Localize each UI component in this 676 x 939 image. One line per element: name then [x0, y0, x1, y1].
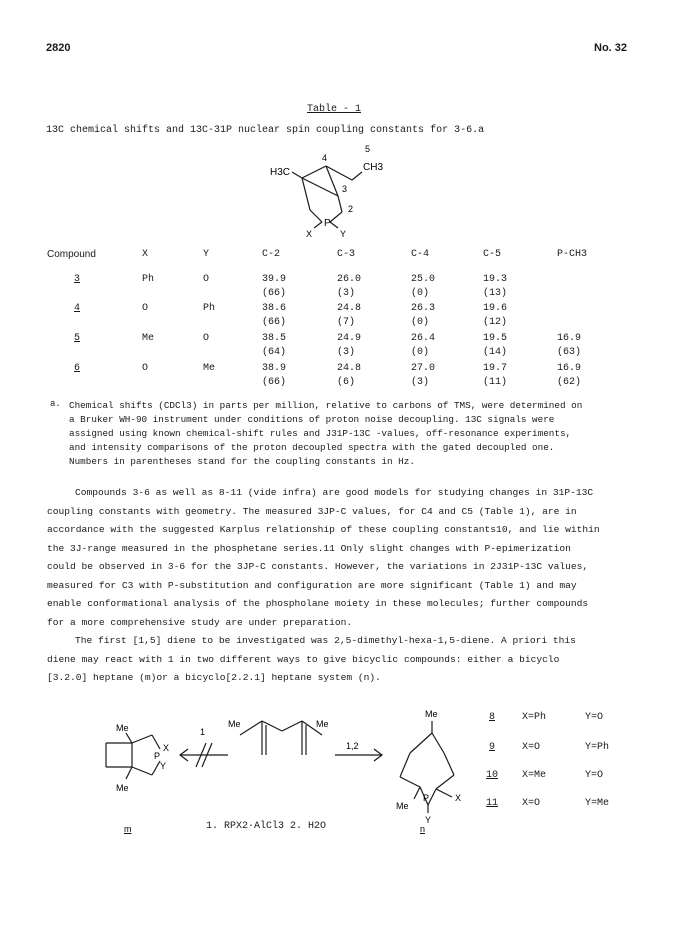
col-header-c4: C-4 — [411, 249, 430, 260]
compound-number: 9 — [489, 742, 496, 753]
y-value: O — [203, 333, 210, 344]
footnote-line: Numbers in parentheses stand for the coupling constants in Hz. — [69, 456, 415, 467]
phospholane-structure — [260, 140, 400, 240]
position-5-label: 5 — [365, 144, 371, 154]
h3c-label: H3C — [270, 167, 291, 178]
c4-coupling: (0) — [411, 288, 430, 299]
c2-shift: 38.5 — [262, 333, 287, 344]
col-header-y: Y — [203, 249, 210, 260]
x-value: X=O — [522, 798, 541, 809]
me-label: Me — [116, 783, 129, 793]
col-header-pch3: P-CH3 — [557, 249, 588, 260]
x-value: O — [142, 363, 149, 374]
pch3-shift: 16.9 — [557, 363, 582, 374]
c3-coupling: (3) — [337, 288, 356, 299]
body-line: enable conformational analysis of the phospholane moiety in these molecules; further compounds — [47, 598, 589, 609]
col-header-c3: C-3 — [337, 249, 356, 260]
c4-coupling: (0) — [411, 317, 430, 328]
x-label: X — [163, 743, 170, 753]
c3-shift: 26.0 — [337, 274, 362, 285]
body-line: could be observed in 3-6 for the 3JP-C constants. However, the variations in 2J31P-13C values, — [47, 561, 589, 572]
c2-shift: 39.9 — [262, 274, 287, 285]
x-value: X=O — [522, 742, 541, 753]
c4-shift: 26.3 — [411, 303, 436, 314]
position-3-label: 3 — [342, 184, 348, 194]
c2-shift: 38.6 — [262, 303, 287, 314]
c5-shift: 19.7 — [483, 363, 508, 374]
c5-coupling: (11) — [483, 377, 508, 388]
me-label: Me — [316, 719, 329, 729]
y-value: Ph — [203, 303, 216, 314]
me-label: Me — [425, 709, 438, 719]
compound-n-label: n — [420, 824, 426, 834]
c3-shift: 24.9 — [337, 333, 362, 344]
journal-issue: No. 32 — [594, 42, 628, 54]
compound-number: 11 — [486, 798, 499, 809]
x-substituent-label: X — [306, 229, 313, 239]
arrow-reagent-label: 1,2 — [346, 741, 359, 751]
x-label: X — [455, 793, 462, 803]
me-label: Me — [116, 723, 129, 733]
c2-coupling: (66) — [262, 317, 287, 328]
compound-m-label: m — [124, 824, 132, 834]
col-header-c2: C-2 — [262, 249, 281, 260]
compound-number: 3 — [74, 274, 81, 285]
position-2-label: 2 — [348, 204, 354, 214]
x-value: X=Ph — [522, 712, 547, 723]
p-atom-label: P — [423, 793, 430, 803]
c3-shift: 24.8 — [337, 363, 362, 374]
c2-shift: 38.9 — [262, 363, 287, 374]
pch3-coupling: (62) — [557, 377, 582, 388]
y-label: Y — [425, 815, 432, 825]
c2-coupling: (64) — [262, 347, 287, 358]
y-value: O — [203, 274, 210, 285]
c5-coupling: (12) — [483, 317, 508, 328]
me-label: Me — [228, 719, 241, 729]
col-header-x: X — [142, 249, 149, 260]
position-4-label: 4 — [322, 153, 328, 163]
p-atom-label: P — [324, 218, 331, 229]
body-line: accordance with the suggested Karplus relationship of these coupling constants10, and lie within — [47, 524, 600, 535]
y-value: Me — [203, 363, 216, 374]
y-value: Y=Ph — [585, 742, 610, 753]
footnote-line: and intensity comparisons of the proton decoupled spectra with the gated decoupled one. — [69, 442, 555, 453]
p-atom-label: P — [154, 751, 161, 761]
body-line: Compounds 3-6 as well as 8-11 (vide infra) are good models for studying changes in 31P-13C — [75, 487, 594, 498]
col-header-compound: Compound — [47, 249, 96, 260]
c4-coupling: (3) — [411, 377, 430, 388]
y-substituent-label: Y — [340, 229, 347, 239]
body-line: The first [1,5] diene to be investigated was 2,5-dimethyl-hexa-1,5-diene. A priori this — [75, 635, 576, 646]
pch3-coupling: (63) — [557, 347, 582, 358]
footnote-line: assigned using known chemical-shift rules and J31P-13C -values, off-resonance experiments, — [69, 428, 572, 439]
page-number: 2820 — [46, 42, 71, 54]
body-line: for a more comprehensive study are under preparation. — [47, 617, 353, 628]
c5-shift: 19.5 — [483, 333, 508, 344]
c5-coupling: (13) — [483, 288, 508, 299]
c3-coupling: (7) — [337, 317, 356, 328]
body-line: [3.2.0] heptane (m)or a bicyclo[2.2.1] heptane system (n). — [47, 672, 381, 683]
table-caption: 13C chemical shifts and 13C-31P nuclear spin coupling constants for 3-6.a — [46, 125, 485, 136]
body-line: the 3J-range measured in the phosphetane series.11 Only slight changes with P-epimerization — [47, 543, 571, 554]
compound-number: 10 — [486, 770, 499, 781]
compound-number: 4 — [74, 303, 81, 314]
c4-shift: 26.4 — [411, 333, 436, 344]
compound-number: 5 — [74, 333, 81, 344]
c4-shift: 27.0 — [411, 363, 436, 374]
x-value: O — [142, 303, 149, 314]
footnote-marker: a. — [50, 399, 61, 409]
c5-shift: 19.3 — [483, 274, 508, 285]
arrow-reagent-label: 1 — [200, 727, 206, 737]
footnote-line: a Bruker WH-90 instrument under conditions of proton noise decoupling. 13C signals were — [69, 414, 555, 425]
compound-number: 8 — [489, 712, 496, 723]
footnote-line: Chemical shifts (CDCl3) in parts per million, relative to carbons of TMS, were determined on — [69, 400, 583, 411]
x-value: Me — [142, 333, 155, 344]
y-value: Y=O — [585, 712, 604, 723]
x-value: X=Me — [522, 770, 547, 781]
x-value: Ph — [142, 274, 155, 285]
body-line: measured for C3 with P-substitution and configuration are more significant (Table 1) and may — [47, 580, 577, 591]
c4-shift: 25.0 — [411, 274, 436, 285]
pch3-shift: 16.9 — [557, 333, 582, 344]
col-header-c5: C-5 — [483, 249, 502, 260]
c4-coupling: (0) — [411, 347, 430, 358]
table-label: Table - 1 — [307, 104, 362, 115]
reaction-conditions: 1. RPX2·AlCl3 2. H2O — [206, 821, 327, 832]
c5-shift: 19.6 — [483, 303, 508, 314]
y-value: Y=Me — [585, 798, 610, 809]
c2-coupling: (66) — [262, 377, 287, 388]
me-label: Me — [396, 801, 409, 811]
compound-number: 6 — [74, 363, 81, 374]
y-label: Y — [160, 761, 167, 771]
c2-coupling: (66) — [262, 288, 287, 299]
c3-shift: 24.8 — [337, 303, 362, 314]
c5-coupling: (14) — [483, 347, 508, 358]
y-value: Y=O — [585, 770, 604, 781]
ch3-label: CH3 — [363, 162, 384, 173]
body-line: coupling constants with geometry. The measured 3JP-C values, for C4 and C5 (Table 1), are in — [47, 506, 577, 517]
c3-coupling: (3) — [337, 347, 356, 358]
body-line: diene may react with 1 in two different ways to give bicyclic compounds: either a bicyclo — [47, 654, 560, 665]
c3-coupling: (6) — [337, 377, 356, 388]
